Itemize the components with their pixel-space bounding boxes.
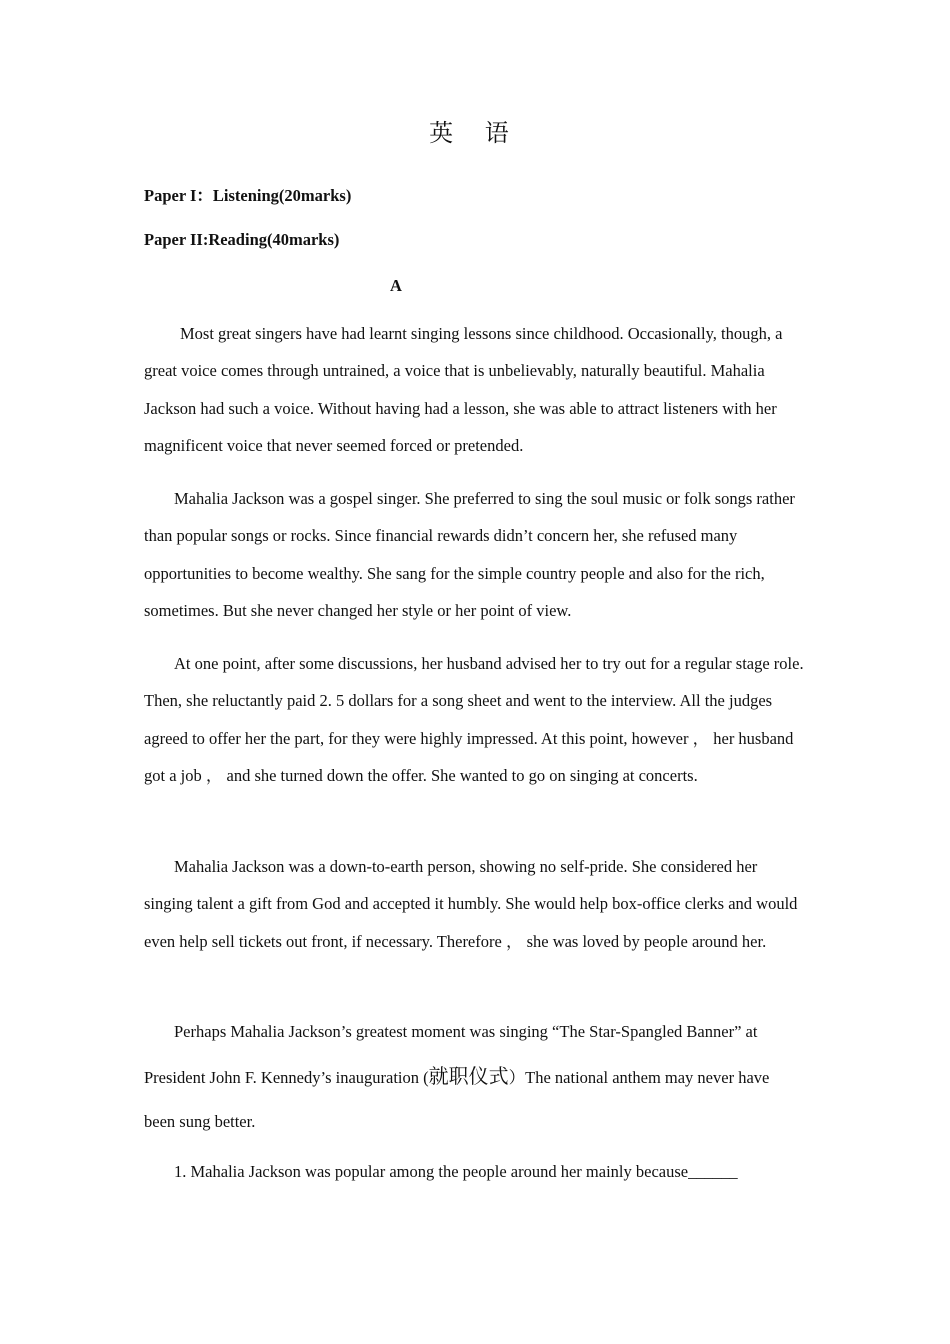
chinese-gloss: 就职仪式 xyxy=(428,1064,509,1088)
paragraph-5-text-end: ）The national anthem may never have been sung better. xyxy=(144,1068,770,1131)
paragraph-2: Mahalia Jackson was a gospel singer. She preferred to sing the soul music or folk songs rather than popular songs or rocks. Since financial rewards didn’t concern her, she refused many opportunities to become wealthy. She sang for the simple country people and also for the rich, sometimes. But she never changed her style or her point of view. xyxy=(144,489,795,620)
paper-1-heading: Paper I：Listening(20marks) xyxy=(144,186,352,205)
section-letter: A xyxy=(390,276,402,295)
paragraph-5 xyxy=(144,1010,804,1144)
paragraph-4: Mahalia Jackson was a down-to-earth person, showing no self-pride. She considered her singing talent a gift from God and accepted it humbly. She would help box-office clerks and would even help sell tickets out front, if necessary. Therefore ， she was loved by people around her. xyxy=(144,857,798,951)
page-title: 英 语 xyxy=(429,119,521,147)
paragraph-1: Most great singers have had learnt singing lessons since childhood. Occasionally, though, a great voice comes through untrained, a voice that is unbelievably, naturally beautiful. Mahalia Jackson had such a voice. Without having had a lesson, she was able to attract listeners with her magnificent voice that never seemed forced or pretended. xyxy=(144,324,783,455)
question-1: 1. Mahalia Jackson was popular among the people around her mainly because______ xyxy=(174,1162,738,1181)
paragraph-5-text-start: Perhaps Mahalia Jackson’s greatest moment was singing “The Star-Spangled Banner” at President John F. Kennedy’s inauguration ( xyxy=(144,1022,758,1087)
paper-2-heading: Paper II:Reading(40marks) xyxy=(144,230,340,249)
paragraph-3: At one point, after some discussions, her husband advised her to try out for a regular stage role. Then, she reluctantly paid 2. 5 dollars for a song sheet and went to the interview. All the judges agreed to offer her the part, for they were highly impressed. At this point, however ， her husband got a job ， and she turned down the offer. She wanted to go on singing at concerts. xyxy=(144,654,804,785)
